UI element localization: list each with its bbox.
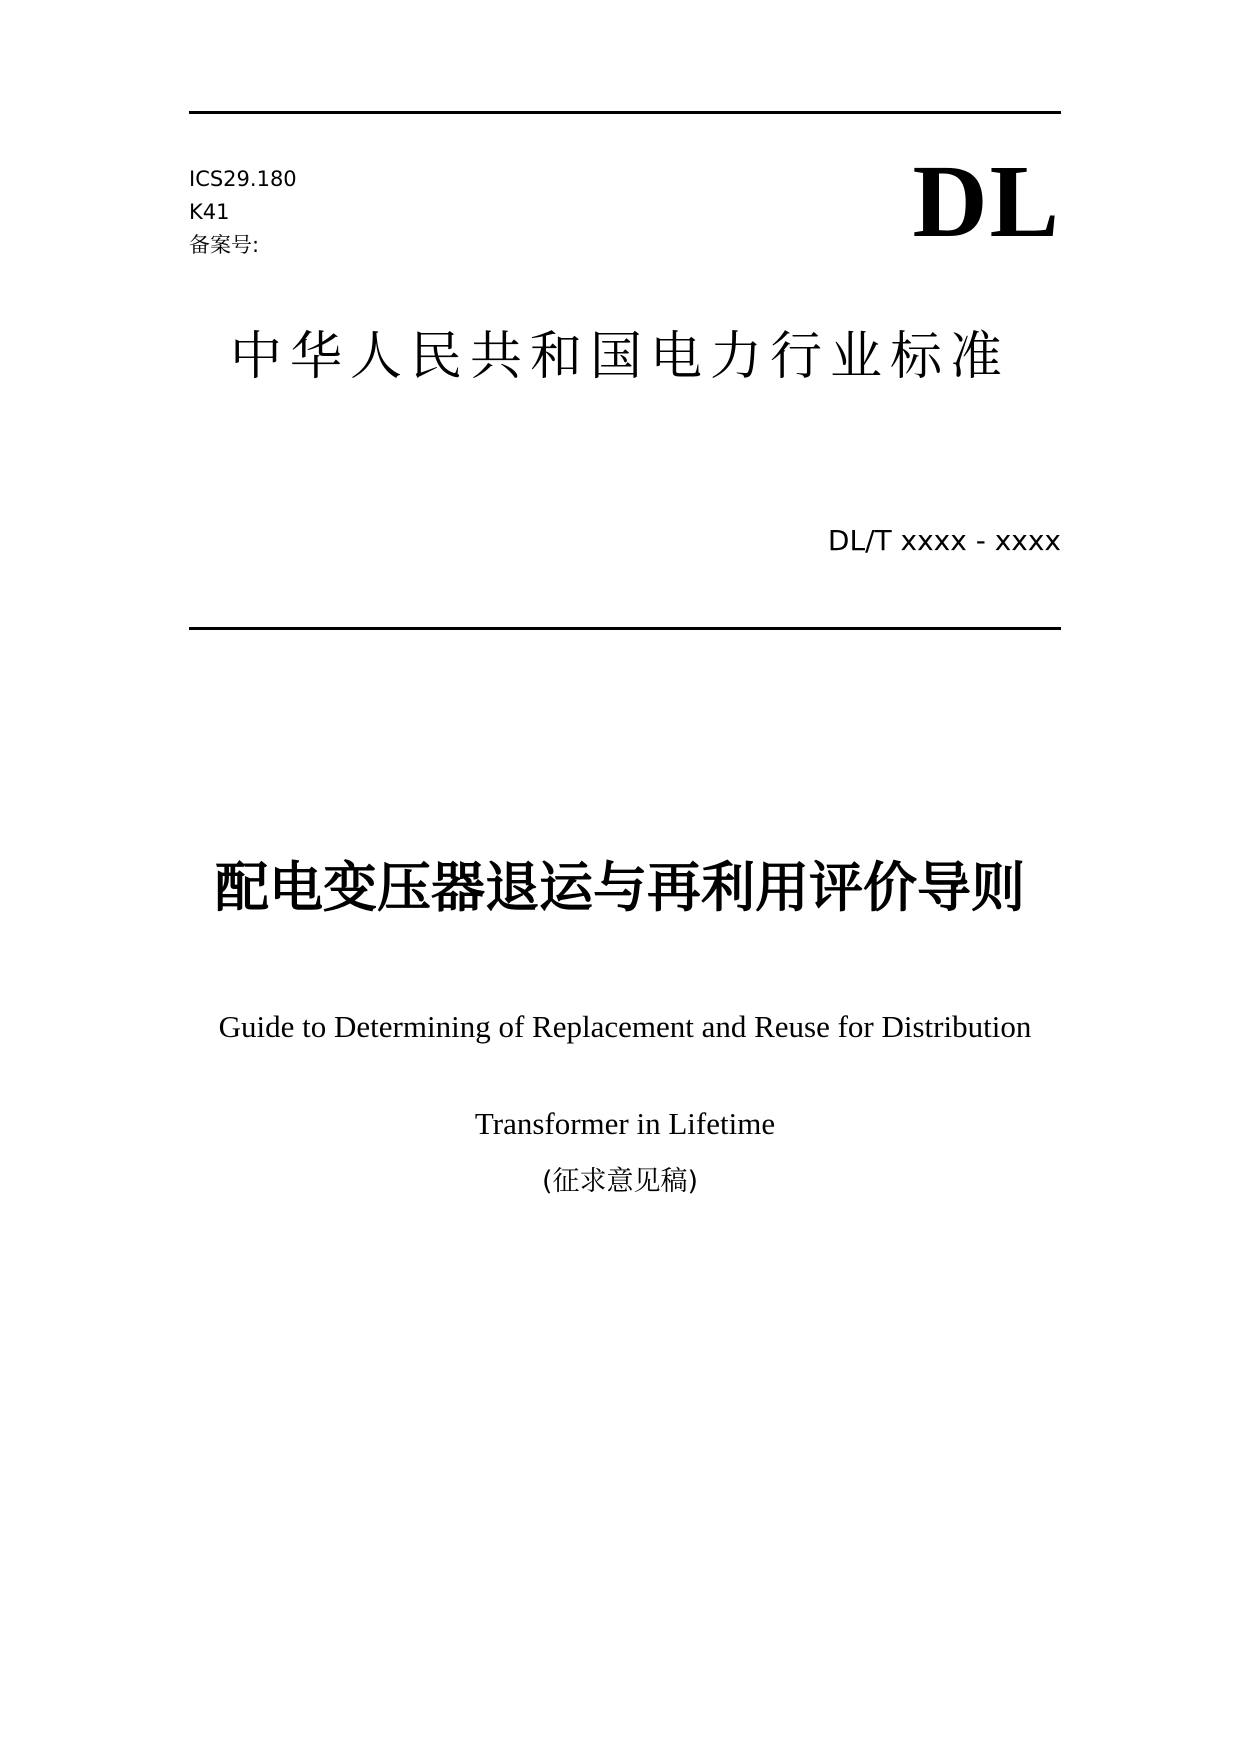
ics-code: ICS29.180 (189, 167, 297, 191)
classification-code: K41 (189, 200, 230, 224)
document-title-english-line-2: Transformer in Lifetime (474, 1106, 776, 1141)
classification-block (189, 163, 297, 262)
top-divider (189, 111, 1061, 114)
draft-status: (征求意见稿) (541, 1166, 699, 1197)
document-title-english (190, 978, 1060, 1172)
filing-number-label: 备案号: (189, 233, 260, 257)
dl-logo: DL (912, 144, 1061, 259)
standard-number: DL/T xxxx - xxxx (827, 524, 1061, 557)
document-title-english-line-1: Guide to Determining of Replacement and Reuse for Distribution (218, 1009, 1032, 1044)
document-title-chinese: 配电变压器退运与再利用评价导则 (215, 856, 1025, 919)
industry-standard-title: 中华人民共和国电力行业标准 (229, 327, 1010, 387)
bottom-divider (189, 627, 1061, 630)
